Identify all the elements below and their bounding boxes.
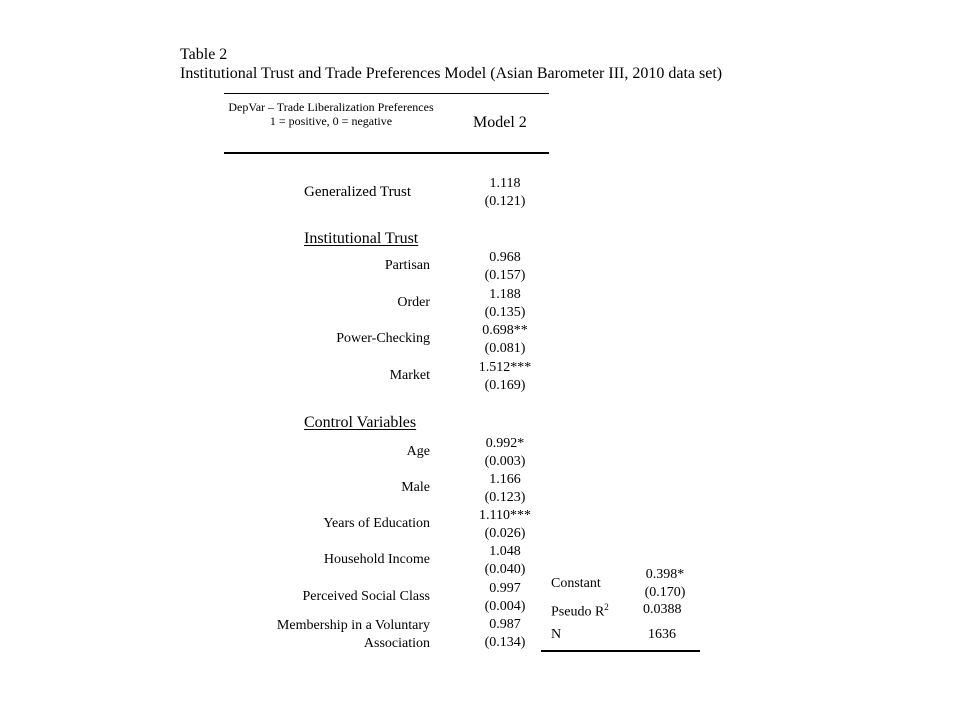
table-title: Institutional Trust and Trade Preferences Model (Asian Barometer III, 2010 data set) <box>180 65 723 82</box>
n-label: N <box>551 627 562 642</box>
row-label-male: Male <box>401 480 430 495</box>
row-label-generalized-trust: Generalized Trust <box>304 184 412 200</box>
row-label-years-of-education: Years of Education <box>323 516 430 531</box>
coef-generalized-trust: 1.118 (0.121) <box>484 176 526 209</box>
row-label-market: Market <box>389 368 430 383</box>
coef-partisan: 0.968 (0.157) <box>484 250 526 283</box>
row-label-perceived-social-class: Perceived Social Class <box>302 589 430 604</box>
header-top-rule <box>224 93 549 94</box>
table-number: Table 2 <box>180 46 228 63</box>
coef-market: 1.512*** (0.169) <box>478 360 532 393</box>
coef-household-income: 1.048 (0.040) <box>484 544 526 577</box>
row-label-age: Age <box>406 444 430 459</box>
row-label-household-income: Household Income <box>323 552 430 567</box>
coef-perceived-social-class: 0.997 (0.004) <box>484 581 526 614</box>
constant-label: Constant <box>551 576 601 591</box>
model-header: Model 2 <box>473 114 527 131</box>
row-label-order: Order <box>397 295 430 310</box>
depvar-label: DepVar – Trade Liberalization Preferences 1 = positive, 0 = negative <box>228 100 434 128</box>
section-control-variables: Control Variables <box>304 414 417 431</box>
coef-years-of-education: 1.110*** (0.026) <box>479 508 531 541</box>
coef-order: 1.188 (0.135) <box>484 287 526 320</box>
n-value: 1636 <box>648 627 676 642</box>
constant-value: 0.398* (0.170) <box>644 567 686 600</box>
pseudo-r2-label: Pseudo $R^2$ <box>551 602 609 620</box>
table-bottom-rule <box>541 650 700 652</box>
row-label-power-checking: Power-Checking <box>336 331 430 346</box>
coef-membership: 0.987 (0.134) <box>484 617 526 650</box>
coef-age: 0.992* (0.003) <box>484 436 526 469</box>
row-label-partisan: Partisan <box>384 258 430 273</box>
pseudo-r2-value: 0.0388 <box>643 602 682 617</box>
row-label-membership: Membership in a Voluntary Association <box>276 618 430 651</box>
header-bottom-rule <box>224 152 549 154</box>
section-institutional-trust: Institutional Trust <box>304 230 419 247</box>
coef-male: 1.166 (0.123) <box>484 472 526 505</box>
coef-power-checking: 0.698** (0.081) <box>482 323 528 356</box>
